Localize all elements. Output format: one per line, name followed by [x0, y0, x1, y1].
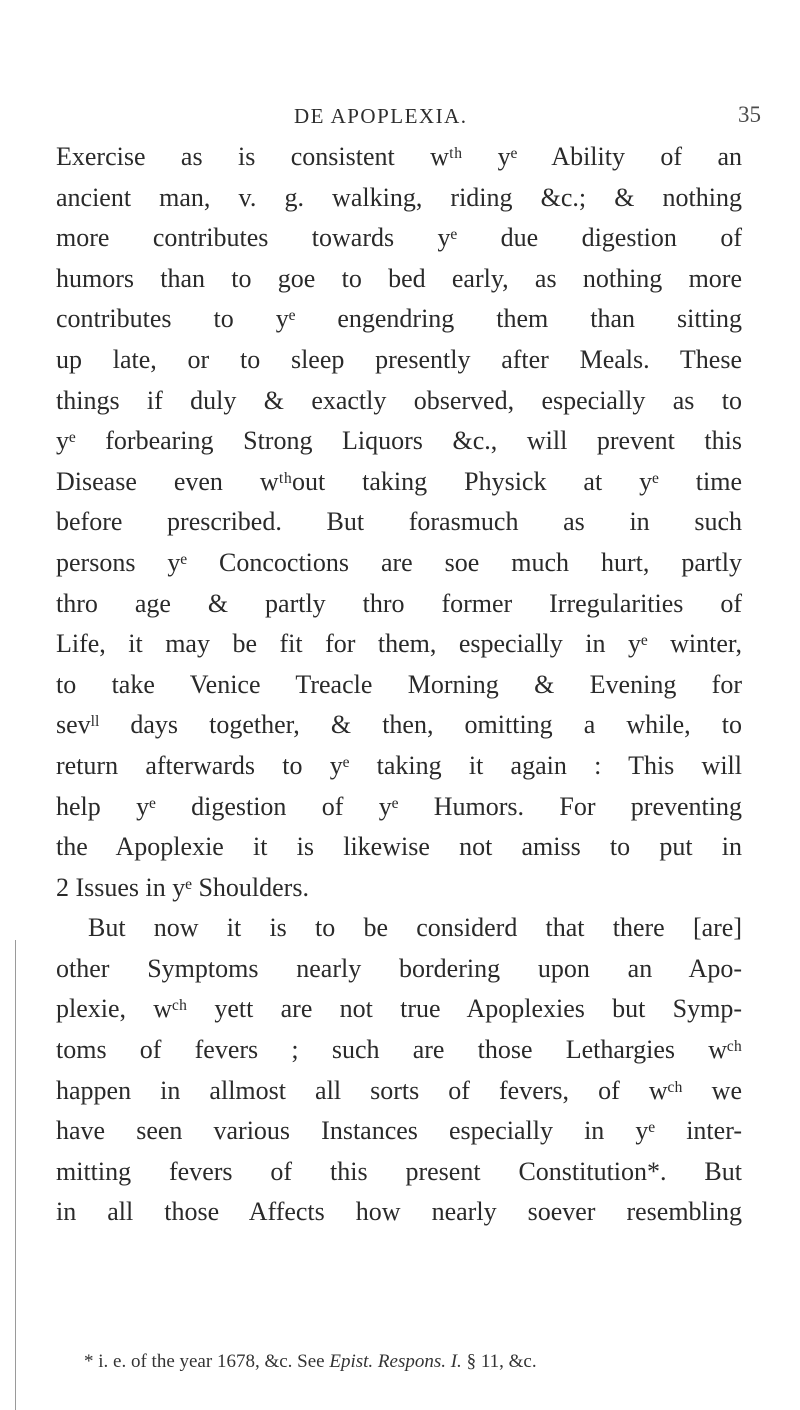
text-line: sevˡˡ days together, & then, omitting a while, to	[56, 710, 742, 740]
text-line: have seen various Instances especially in yᵉ inter-	[56, 1116, 742, 1146]
footnote	[84, 1350, 744, 1374]
body-text	[56, 137, 742, 1233]
text-line: to take Venice Treacle Morning & Evening for	[56, 669, 742, 699]
text-line: persons yᵉ Concoctions are soe much hurt, partly	[56, 547, 742, 577]
footnote-text: i. e. of the year 1678, &c. See	[98, 1351, 325, 1372]
footnote-reference: Epist. Respons. I.	[329, 1351, 462, 1372]
text-line: in all those Affects how nearly soever resembling	[56, 1197, 742, 1227]
running-head	[0, 104, 800, 134]
text-line: more contributes towards yᵉ due digestion of	[56, 223, 742, 253]
page-edge-line	[15, 940, 16, 1410]
text-line: up late, or to sleep presently after Meals. These	[56, 344, 742, 374]
text-line: Disease even wᵗʰout taking Physick at yᵉ time	[56, 466, 742, 496]
footnote-section: § 11, &c.	[466, 1351, 537, 1372]
text-line: Life, it may be fit for them, especially in yᵉ winter,	[56, 629, 742, 659]
text-line: ancient man, v. g. walking, riding &c.; & nothing	[56, 182, 742, 212]
text-line: humors than to goe to bed early, as nothing more	[56, 263, 742, 293]
text-line: mitting fevers of this present Constitution*. But	[56, 1156, 742, 1186]
text-line: contributes to yᵉ engendring them than sitting	[56, 304, 742, 334]
text-line: things if duly & exactly observed, especially as to	[56, 385, 742, 415]
text-line: yᵉ forbearing Strong Liquors &c., will prevent this	[56, 426, 742, 456]
text-line: help yᵉ digestion of yᵉ Humors. For preventing	[56, 791, 742, 821]
text-line: 2 Issues in yᵉ Shoulders.	[56, 872, 309, 902]
running-title: DE APOPLEXIA.	[294, 104, 468, 128]
text-line: But now it is to be considerd that there [are]	[88, 913, 742, 943]
text-line: thro age & partly thro former Irregularities of	[56, 588, 742, 618]
text-line: happen in allmost all sorts of fevers, of wᶜʰ we	[56, 1075, 742, 1105]
text-line: before prescribed. But forasmuch as in such	[56, 507, 742, 537]
text-line: toms of fevers ; such are those Lethargies wᶜʰ	[56, 1035, 742, 1065]
text-line: return afterwards to yᵉ taking it again : This will	[56, 750, 742, 780]
text-line: plexie, wᶜʰ yett are not true Apoplexies but Symp-	[56, 994, 742, 1024]
footnote-marker: *	[84, 1351, 94, 1372]
text-line: Exercise as is consistent wᵗʰ yᵉ Ability of an	[56, 142, 742, 171]
text-line: other Symptoms nearly bordering upon an Apo-	[56, 953, 742, 983]
text-line: the Apoplexie it is likewise not amiss to put in	[56, 832, 742, 862]
page-number: 35	[738, 102, 761, 127]
